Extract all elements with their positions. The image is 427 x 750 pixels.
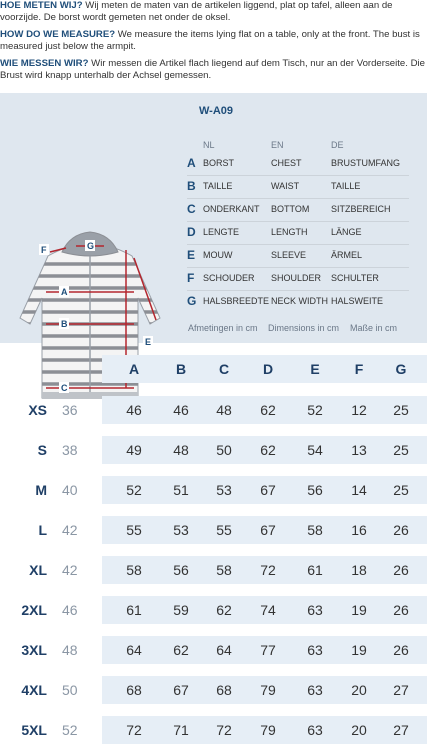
measure-de: LÄNGE: [331, 227, 362, 237]
value-cell-d: 79: [260, 722, 276, 738]
value-cell-a: 68: [126, 682, 142, 698]
value-cell-g: 26: [393, 562, 409, 578]
diagram-label-a: A: [61, 287, 68, 297]
value-cell-d: 74: [260, 602, 276, 618]
col-header-b: B: [175, 361, 187, 377]
measure-de: TAILLE: [331, 181, 361, 191]
measure-letter: D: [187, 225, 196, 239]
value-cell-c: 72: [216, 722, 232, 738]
value-cell-f: 12: [351, 402, 367, 418]
value-cell-g: 25: [393, 402, 409, 418]
col-header-c: C: [218, 361, 230, 377]
value-cell-e: 61: [307, 562, 323, 578]
col-header-f: F: [354, 361, 364, 377]
measure-de: HALSWEITE: [331, 296, 384, 306]
value-cell-b: 53: [173, 522, 189, 538]
measure-de: BRUSTUMFANG: [331, 158, 401, 168]
row-divider: [187, 198, 409, 199]
value-cell-b: 67: [173, 682, 189, 698]
table-row: [0, 596, 427, 624]
units-note-en: Dimensions in cm: [268, 323, 340, 333]
measure-en: LENGTH: [271, 227, 308, 237]
value-cell-b: 59: [173, 602, 189, 618]
table-row: [0, 396, 427, 424]
measurement-panel: [0, 93, 427, 393]
measure-nl: BORST: [203, 158, 235, 168]
value-cell-f: 18: [351, 562, 367, 578]
intro-nl-label: HOE METEN WIJ?: [0, 0, 83, 11]
table-row: [0, 636, 427, 664]
value-cell-a: 72: [126, 722, 142, 738]
value-cell-a: 52: [126, 482, 142, 498]
eu-size: 36: [62, 402, 78, 418]
measure-de: SCHULTER: [331, 273, 379, 283]
measure-en: CHEST: [271, 158, 302, 168]
size-label: 4XL: [21, 682, 47, 698]
eu-size: 52: [62, 722, 78, 738]
size-label: L: [38, 522, 47, 538]
size-label: XS: [28, 402, 47, 418]
value-cell-e: 63: [307, 722, 323, 738]
size-label: M: [35, 482, 47, 498]
row-divider: [187, 290, 409, 291]
col-header-a: A: [128, 361, 140, 377]
value-cell-b: 51: [173, 482, 189, 498]
value-cell-g: 25: [393, 482, 409, 498]
diagram-label-b: B: [61, 319, 68, 329]
value-cell-e: 56: [307, 482, 323, 498]
value-cell-a: 49: [126, 442, 142, 458]
value-cell-d: 77: [260, 642, 276, 658]
eu-size: 38: [62, 442, 78, 458]
measure-letter: A: [187, 156, 196, 170]
value-cell-e: 63: [307, 682, 323, 698]
value-cell-c: 62: [216, 602, 232, 618]
lang-header-en: EN: [271, 140, 284, 150]
value-cell-f: 13: [351, 442, 367, 458]
table-row: [0, 476, 427, 504]
measure-row-d: [187, 225, 417, 245]
measure-de: SITZBEREICH: [331, 204, 391, 214]
col-header-g: G: [395, 361, 407, 377]
measure-nl: ONDERKANT: [203, 204, 260, 214]
value-cell-g: 26: [393, 522, 409, 538]
value-cell-g: 26: [393, 642, 409, 658]
value-cell-b: 56: [173, 562, 189, 578]
measure-letter: B: [187, 179, 196, 193]
table-row: [0, 516, 427, 544]
value-cell-f: 14: [351, 482, 367, 498]
value-cell-e: 58: [307, 522, 323, 538]
diagram-label-c: C: [61, 383, 68, 393]
intro-nl-text: Wij meten de maten van de artikelen liggend, plat op tafel, alleen aan de voorzijde. De borst wordt gemeten net onder de oksel.: [0, 0, 393, 24]
intro-de-label: WIE MESSEN WIR?: [0, 57, 89, 69]
value-cell-f: 19: [351, 602, 367, 618]
measure-row-b: [187, 179, 417, 199]
units-note-nl: Afmetingen in cm: [188, 323, 258, 333]
col-header-d: D: [262, 361, 274, 377]
intro-en: [0, 29, 427, 53]
intro-de-text: Wir messen die Artikel flach liegend auf dem Tisch, nur an der Vorderseite. Die Brust wird knapp unterhalb der Achsel gemessen.: [0, 57, 425, 82]
table-row: [0, 716, 427, 744]
row-divider: [187, 244, 409, 245]
size-label: 3XL: [21, 642, 47, 658]
eu-size: 46: [62, 602, 78, 618]
measure-nl: SCHOUDER: [203, 273, 255, 283]
value-cell-a: 58: [126, 562, 142, 578]
diagram-label-e: E: [145, 337, 152, 347]
table-row: [0, 556, 427, 584]
measure-letter: F: [187, 271, 195, 285]
measure-de: ÄRMEL: [331, 250, 363, 260]
diagram-label-g: G: [87, 241, 95, 251]
measure-nl: MOUW: [203, 250, 233, 260]
row-divider: [187, 221, 409, 222]
value-cell-f: 19: [351, 642, 367, 658]
value-cell-a: 55: [126, 522, 142, 538]
value-cell-f: 16: [351, 522, 367, 538]
measure-en: BOTTOM: [271, 204, 310, 214]
measure-row-g: [187, 294, 417, 314]
value-cell-g: 27: [393, 682, 409, 698]
measure-letter: C: [187, 202, 196, 216]
value-cell-c: 58: [216, 562, 232, 578]
value-cell-d: 72: [260, 562, 276, 578]
row-divider: [187, 267, 409, 268]
size-label: 5XL: [21, 722, 47, 738]
eu-size: 40: [62, 482, 78, 498]
value-cell-d: 79: [260, 682, 276, 698]
measure-nl: TAILLE: [203, 181, 233, 191]
value-cell-c: 50: [216, 442, 232, 458]
eu-size: 50: [62, 682, 78, 698]
value-cell-g: 26: [393, 602, 409, 618]
intro-en-text: We measure the items lying flat on a table, only at the front. The bust is measured just below the armpit.: [0, 28, 420, 53]
measure-en: SHOULDER: [271, 273, 322, 283]
value-cell-f: 20: [351, 682, 367, 698]
table-row: [0, 676, 427, 704]
value-cell-b: 46: [173, 402, 189, 418]
value-cell-e: 63: [307, 642, 323, 658]
eu-size: 48: [62, 642, 78, 658]
measure-nl: LENGTE: [203, 227, 240, 237]
measure-nl: HALSBREEDTE: [203, 296, 270, 306]
value-cell-d: 62: [260, 402, 276, 418]
product-code: W-A09: [199, 105, 234, 117]
value-cell-c: 64: [216, 642, 232, 658]
value-cell-a: 64: [126, 642, 142, 658]
intro-text: [0, 0, 427, 87]
value-cell-d: 67: [260, 522, 276, 538]
intro-nl: [0, 0, 427, 24]
lang-header-nl: NL: [203, 140, 215, 150]
measure-row-e: [187, 248, 417, 268]
intro-en-label: HOW DO WE MEASURE?: [0, 28, 116, 40]
eu-size: 42: [62, 522, 78, 538]
measure-row-f: [187, 271, 417, 291]
value-cell-e: 54: [307, 442, 323, 458]
value-cell-c: 68: [216, 682, 232, 698]
value-cell-f: 20: [351, 722, 367, 738]
measure-en: NECK WIDTH: [271, 296, 328, 306]
value-cell-b: 48: [173, 442, 189, 458]
eu-size: 42: [62, 562, 78, 578]
measure-en: SLEEVE: [271, 250, 307, 260]
units-note-de: Maße in cm: [350, 323, 398, 333]
row-divider: [187, 175, 409, 176]
value-cell-e: 63: [307, 602, 323, 618]
measure-row-a: [187, 156, 417, 176]
intro-de: [0, 58, 427, 82]
size-label: XL: [29, 562, 47, 578]
table-row: [0, 436, 427, 464]
lang-header-de: DE: [331, 140, 344, 150]
value-cell-d: 62: [260, 442, 276, 458]
measure-en: WAIST: [271, 181, 300, 191]
measure-row-c: [187, 202, 417, 222]
value-cell-b: 71: [173, 722, 189, 738]
value-cell-c: 55: [216, 522, 232, 538]
col-header-e: E: [310, 361, 320, 377]
size-label: S: [37, 442, 47, 458]
measure-letter: G: [187, 294, 197, 308]
value-cell-d: 67: [260, 482, 276, 498]
size-label: 2XL: [21, 602, 47, 618]
measure-letter: E: [187, 248, 196, 262]
diagram-label-f: F: [41, 245, 47, 255]
value-cell-a: 46: [126, 402, 142, 418]
value-cell-g: 27: [393, 722, 409, 738]
value-cell-b: 62: [173, 642, 189, 658]
value-cell-c: 48: [216, 402, 232, 418]
value-cell-c: 53: [216, 482, 232, 498]
value-cell-a: 61: [126, 602, 142, 618]
value-cell-e: 52: [307, 402, 323, 418]
value-cell-g: 25: [393, 442, 409, 458]
